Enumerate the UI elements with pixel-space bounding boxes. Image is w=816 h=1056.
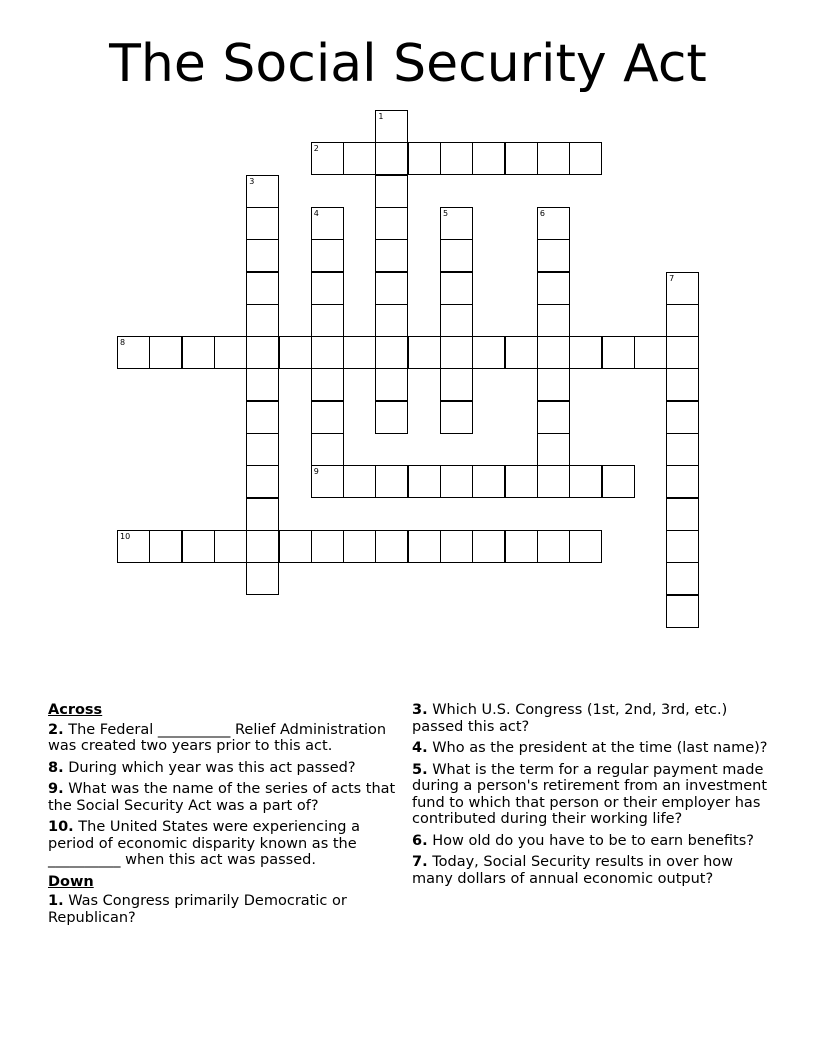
grid-cell[interactable]	[182, 336, 215, 369]
grid-cell[interactable]	[246, 239, 279, 272]
grid-cell[interactable]	[569, 142, 602, 175]
cell-number: 9	[313, 467, 319, 477]
clue-text: Today, Social Security results in over how many dollars of annual economic output?	[412, 854, 734, 887]
clue-down-1	[48, 893, 404, 926]
grid-cell[interactable]	[375, 207, 408, 240]
grid-cell[interactable]	[472, 465, 505, 498]
grid-cell[interactable]	[440, 465, 473, 498]
grid-cell[interactable]	[537, 239, 570, 272]
clue-across-8	[48, 760, 404, 777]
grid-cell[interactable]	[537, 336, 570, 369]
grid-cell[interactable]	[311, 368, 344, 401]
grid-cell[interactable]	[311, 530, 344, 563]
grid-cell[interactable]	[246, 368, 279, 401]
grid-cell[interactable]	[246, 207, 279, 240]
grid-cell[interactable]	[246, 433, 279, 466]
clue-text: During which year was this act passed?	[68, 759, 356, 776]
clue-across-2	[48, 722, 404, 755]
cell-number: 5	[443, 208, 449, 218]
down-heading: Down	[48, 873, 94, 890]
grid-cell[interactable]	[279, 530, 312, 563]
grid-cell[interactable]	[537, 465, 570, 498]
grid-cell[interactable]	[440, 239, 473, 272]
cell-number: 10	[120, 531, 131, 541]
puzzle-title: The Social Security Act	[109, 34, 707, 94]
clue-text: How old do you have to be to earn benefits?	[432, 832, 754, 849]
grid-cell[interactable]	[246, 465, 279, 498]
grid-cell[interactable]	[666, 530, 699, 563]
clue-text: The Federal __________ Relief Administration was created two years prior to this act.	[48, 721, 387, 754]
grid-cell[interactable]	[537, 142, 570, 175]
grid-cell[interactable]	[311, 239, 344, 272]
grid-cell[interactable]	[537, 530, 570, 563]
grid-cell[interactable]	[440, 530, 473, 563]
grid-cell[interactable]	[246, 401, 279, 434]
grid-cell[interactable]	[634, 336, 667, 369]
clue-number: 2.	[48, 721, 64, 738]
grid-cell[interactable]	[117, 336, 150, 369]
grid-cell[interactable]	[246, 562, 279, 595]
grid-cell[interactable]	[375, 110, 408, 143]
cell-number: 3	[249, 176, 255, 186]
grid-cell[interactable]	[343, 142, 376, 175]
grid-cell[interactable]	[343, 336, 376, 369]
grid-cell[interactable]	[246, 175, 279, 208]
grid-cell[interactable]	[311, 207, 344, 240]
grid-cell[interactable]	[505, 336, 538, 369]
clue-down-7	[412, 854, 768, 887]
grid-cell[interactable]	[440, 401, 473, 434]
clue-number: 4.	[412, 740, 428, 756]
grid-cell[interactable]	[666, 272, 699, 305]
grid-cell[interactable]	[214, 530, 247, 563]
grid-cell[interactable]	[343, 530, 376, 563]
clue-number: 10.	[48, 819, 74, 835]
grid-cell[interactable]	[408, 530, 441, 563]
grid-cell[interactable]	[375, 530, 408, 563]
grid-cell[interactable]	[279, 336, 312, 369]
clues-left-column	[48, 702, 404, 931]
clue-number: 9.	[48, 781, 64, 797]
grid-cell[interactable]	[602, 336, 635, 369]
grid-cell[interactable]	[569, 336, 602, 369]
clue-text: What is the term for a regular payment made during a person's retirement from an investment fund to which that person or their employer has contributed during their working life?	[412, 761, 768, 827]
clue-down-3	[412, 702, 768, 735]
grid-cell[interactable]	[666, 498, 699, 531]
across-heading: Across	[48, 702, 103, 718]
grid-cell[interactable]	[440, 336, 473, 369]
grid-cell[interactable]	[569, 465, 602, 498]
grid-cell[interactable]	[149, 530, 182, 563]
grid-cell[interactable]	[311, 272, 344, 305]
grid-cell[interactable]	[666, 368, 699, 401]
clue-down-6	[412, 833, 768, 850]
grid-cell[interactable]	[311, 142, 344, 175]
grid-cell[interactable]	[666, 401, 699, 434]
grid-cell[interactable]	[246, 304, 279, 337]
grid-cell[interactable]	[375, 336, 408, 369]
grid-cell[interactable]	[149, 336, 182, 369]
grid-cell[interactable]	[666, 304, 699, 337]
grid-cell[interactable]	[472, 336, 505, 369]
clue-number: 1.	[48, 893, 64, 909]
clues-right-column	[412, 702, 768, 892]
clue-text: Who as the president at the time (last name)?	[432, 740, 768, 756]
grid-cell[interactable]	[311, 465, 344, 498]
grid-cell[interactable]	[311, 336, 344, 369]
clue-number: 7.	[412, 854, 428, 870]
grid-cell[interactable]	[375, 239, 408, 272]
grid-cell[interactable]	[375, 175, 408, 208]
grid-cell[interactable]	[666, 433, 699, 466]
grid-cell[interactable]	[440, 368, 473, 401]
clue-across-10	[48, 819, 404, 869]
cell-number: 8	[120, 338, 126, 348]
grid-cell[interactable]	[569, 530, 602, 563]
grid-cell[interactable]	[472, 530, 505, 563]
grid-cell[interactable]	[440, 304, 473, 337]
grid-cell[interactable]	[440, 207, 473, 240]
grid-cell[interactable]	[408, 465, 441, 498]
grid-cell[interactable]	[537, 304, 570, 337]
grid-cell[interactable]	[375, 401, 408, 434]
grid-cell[interactable]	[537, 368, 570, 401]
grid-cell[interactable]	[602, 465, 635, 498]
grid-cell[interactable]	[117, 530, 150, 563]
grid-cell[interactable]	[311, 304, 344, 337]
grid-cell[interactable]	[440, 272, 473, 305]
grid-cell[interactable]	[246, 498, 279, 531]
grid-cell[interactable]	[440, 142, 473, 175]
grid-cell[interactable]	[666, 595, 699, 628]
grid-cell[interactable]	[537, 433, 570, 466]
cell-number: 7	[669, 273, 675, 283]
grid-cell[interactable]	[505, 142, 538, 175]
grid-cell[interactable]	[343, 465, 376, 498]
clue-number: 5.	[412, 761, 428, 778]
grid-cell[interactable]	[214, 336, 247, 369]
grid-cell[interactable]	[375, 465, 408, 498]
clue-text: Which U.S. Congress (1st, 2nd, 3rd, etc.) passed this act?	[412, 702, 728, 735]
clue-text: The United States were experiencing a period of economic disparity known as the __________ when this act was passed.	[48, 819, 360, 868]
grid-cell[interactable]	[311, 401, 344, 434]
clue-down-5	[412, 762, 768, 828]
grid-cell[interactable]	[375, 142, 408, 175]
grid-cell[interactable]	[182, 530, 215, 563]
clue-text: What was the name of the series of acts that the Social Security Act was a part of?	[48, 781, 396, 814]
grid-cell[interactable]	[505, 465, 538, 498]
clue-number: 3.	[412, 702, 428, 718]
grid-cell[interactable]	[472, 142, 505, 175]
grid-cell[interactable]	[666, 465, 699, 498]
grid-cell[interactable]	[246, 272, 279, 305]
grid-cell[interactable]	[311, 433, 344, 466]
grid-cell[interactable]	[537, 401, 570, 434]
cell-number: 6	[539, 208, 545, 218]
grid-cell[interactable]	[375, 272, 408, 305]
grid-cell[interactable]	[666, 336, 699, 369]
grid-cell[interactable]	[246, 530, 279, 563]
cell-number: 1	[378, 112, 384, 121]
grid-cell[interactable]	[537, 272, 570, 305]
grid-cell[interactable]	[375, 304, 408, 337]
grid-cell[interactable]	[375, 368, 408, 401]
grid-cell[interactable]	[505, 530, 538, 563]
grid-cell[interactable]	[537, 207, 570, 240]
grid-cell[interactable]	[246, 336, 279, 369]
clue-number: 8.	[48, 759, 64, 776]
cell-number: 2	[313, 144, 319, 154]
grid-cell[interactable]	[408, 336, 441, 369]
clue-text: Was Congress primarily Democratic or Republican?	[48, 893, 347, 926]
grid-cell[interactable]	[666, 562, 699, 595]
clue-across-9	[48, 781, 404, 814]
cell-number: 4	[313, 208, 319, 218]
grid-cell[interactable]	[408, 142, 441, 175]
clue-down-4	[412, 740, 768, 757]
clue-number: 6.	[412, 832, 428, 849]
